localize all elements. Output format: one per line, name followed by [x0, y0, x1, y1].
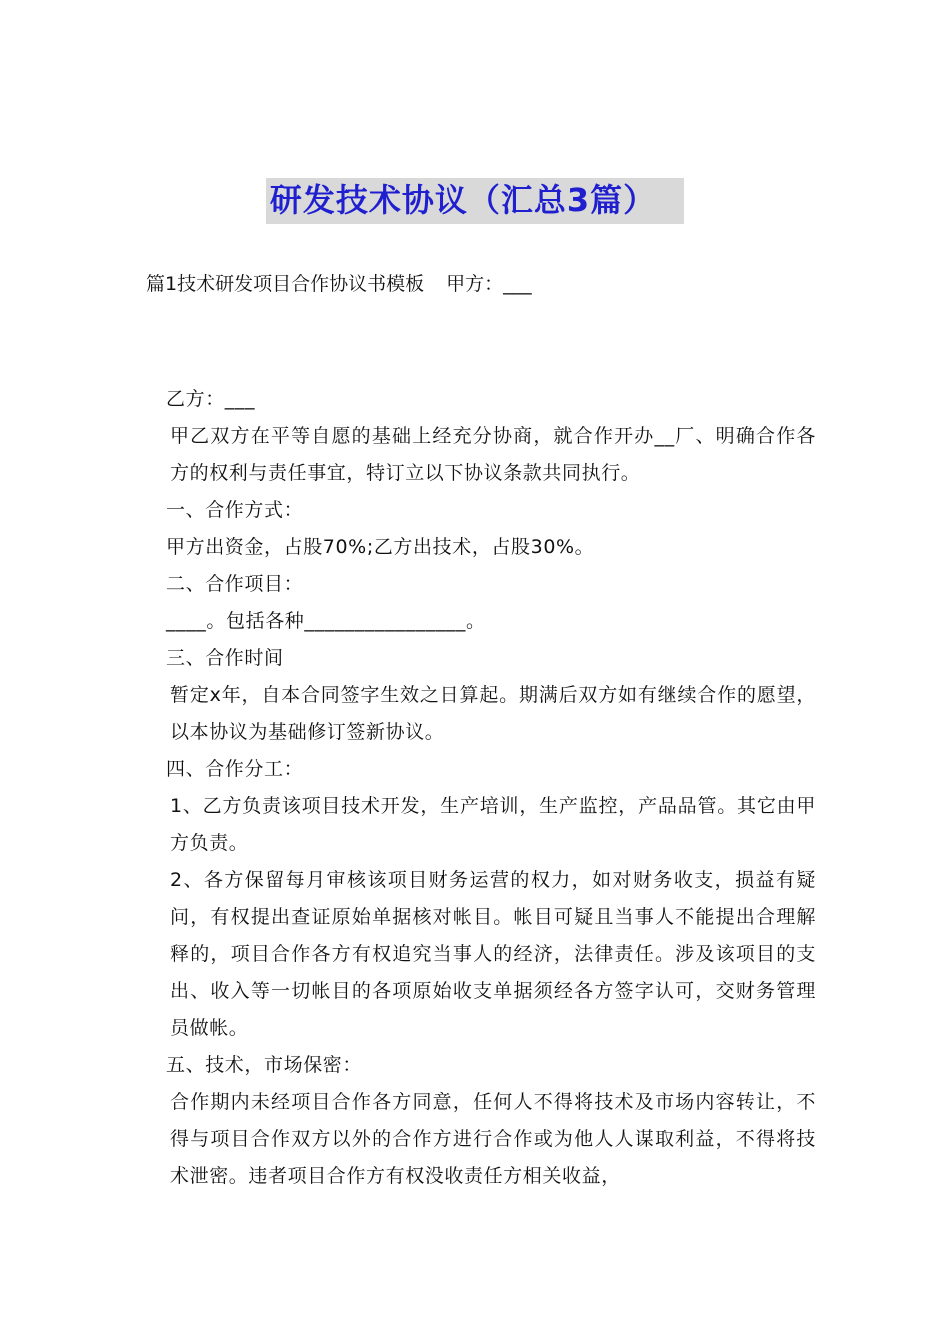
- paragraph: 甲乙双方在平等自愿的基础上经充分协商，就合作开办__厂、明确合作各方的权利与责任事宜，特订立以下协议条款共同执行。: [170, 425, 816, 484]
- subtitle-party-a: 甲方：___: [446, 273, 532, 295]
- paragraph: 1、乙方负责该项目技术开发，生产培训，生产监控，产品品管。其它由甲方负责。: [170, 795, 816, 854]
- paragraph: 合作期内未经项目合作各方同意，任何人不得将技术及市场内容转让，不得与项目合作双方以外的合作方进行合作或为他人人谋取利益，不得将技术泄密。违者项目合作方有权没收责任方相关收益，: [170, 1091, 816, 1187]
- paragraph: 五、技术，市场保密：: [166, 1054, 363, 1076]
- document-body: [146, 381, 816, 1195]
- paragraph: 四、合作分工：: [166, 758, 304, 780]
- paragraph: 一、合作方式：: [166, 499, 304, 521]
- paragraph: 三、合作时间: [166, 647, 284, 669]
- paragraph: 暂定x年，自本合同签字生效之日算起。期满后双方如有继续合作的愿望，以本协议为基础修订签新协议。: [170, 684, 816, 743]
- paragraph: 2、各方保留每月审核该项目财务运营的权力，如对财务收支，损益有疑问，有权提出查证原始单据核对帐目。帐目可疑且当事人不能提出合理解释的，项目合作各方有权追究当事人的经济，法律责任。涉及该项目的支出、收入等一切帐目的各项原始收支单据须经各方签字认可，交财务管理员做帐。: [170, 869, 816, 1039]
- paragraph: ____。包括各种________________。: [166, 610, 486, 632]
- paragraph: 乙方：___: [166, 388, 256, 410]
- subtitle-section: 篇1技术研发项目合作协议书模板: [146, 273, 425, 295]
- document-subtitle: [146, 270, 532, 298]
- document-title: 研发技术协议（汇总3篇）: [266, 178, 684, 224]
- paragraph: 二、合作项目：: [166, 573, 304, 595]
- paragraph: 甲方出资金，占股70%;乙方出技术，占股30%。: [166, 536, 595, 558]
- title-container: [0, 178, 950, 224]
